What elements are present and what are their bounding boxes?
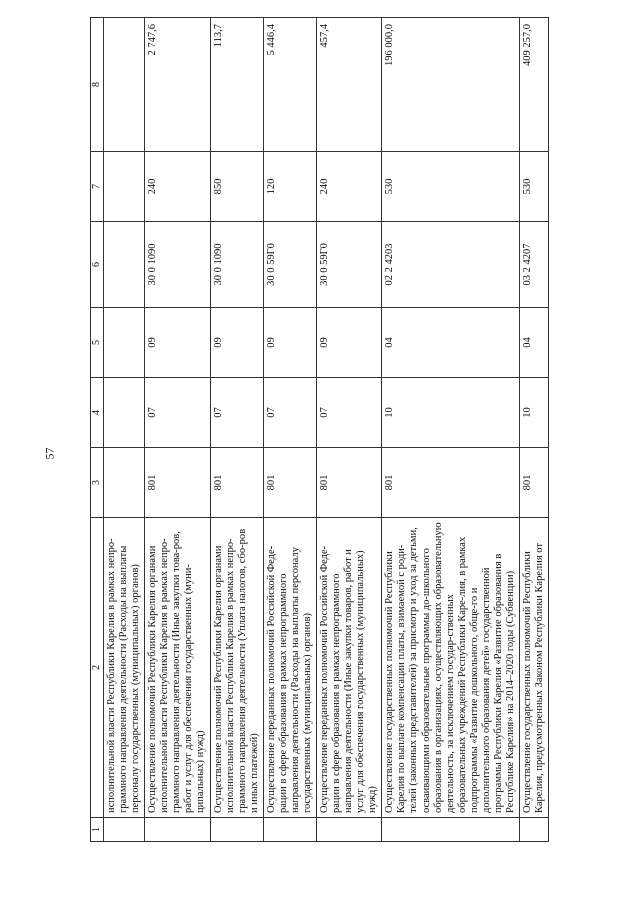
row-admin-code: 801 — [210, 448, 263, 518]
row-section: 07 — [263, 378, 316, 448]
row-amount: 196 000,0 — [382, 18, 520, 152]
row-expense-type: 240 — [145, 152, 210, 222]
row-target-article: 03 2 4207 — [520, 222, 549, 308]
row-target-article: 02 2 4203 — [382, 222, 520, 308]
row-admin-code: 801 — [317, 448, 382, 518]
table-row — [520, 18, 549, 842]
header-col-3: 3 — [91, 448, 104, 518]
row-subsection — [104, 308, 145, 378]
table-row — [317, 18, 382, 842]
budget-table-container — [90, 18, 610, 842]
row-name: Осуществление государственных полномочий Республики Карелия, предусмотренных Законом Республики Карелия от — [520, 518, 549, 818]
row-expense-type: 530 — [382, 152, 520, 222]
row-section: 10 — [520, 378, 549, 448]
row-name: исполнительной власти Республики Карелия в рамках непро-граммного направления деятельности (Расходы на выплаты персоналу государственных (муниципальных) органов) — [104, 518, 145, 818]
table-row — [382, 18, 520, 842]
row-admin-code: 801 — [145, 448, 210, 518]
row-section: 07 — [317, 378, 382, 448]
header-col-8: 8 — [91, 18, 104, 152]
row-expense-type: 530 — [520, 152, 549, 222]
row-amount: 113,7 — [210, 18, 263, 152]
row-section: 07 — [210, 378, 263, 448]
page-number: 57 — [42, 447, 57, 460]
row-subsection: 09 — [263, 308, 316, 378]
header-col-7: 7 — [91, 152, 104, 222]
row-amount: 5 446,4 — [263, 18, 316, 152]
row-target-article: 30 0 1090 — [210, 222, 263, 308]
row-number — [104, 818, 145, 842]
row-amount: 457,4 — [317, 18, 382, 152]
row-expense-type: 850 — [210, 152, 263, 222]
row-name: Осуществление переданных полномочий Российской Феде-рации в сфере образования в рамках непрограммного направления деятельности (Иные закупки товаров, работ и услуг для обеспечения государственных (муниципальных) нужд) — [317, 518, 382, 818]
row-number — [145, 818, 210, 842]
header-col-2: 2 — [91, 518, 104, 818]
row-number — [520, 818, 549, 842]
row-subsection: 04 — [520, 308, 549, 378]
table-row — [145, 18, 210, 842]
row-name: Осуществление государственных полномочий Республики Карелия по выплате компенсации платы, взимаемой с роди-телей (законных представителей) за присмотр и уход за детьми, осваивающими образовательные программы до-школьного образования в организациях, осуществляющих образовательную деятельность, за исключением государ-ственных образовательных учреждений Республики Каре-лия, в рамках подпрограммы «Развитие дошкольного, обще-го и дополнительного образования детей» государственной программы Республики Карелия «Развитие образования в Республике Карелия» на 2014–2020 годы (Субвенции) — [382, 518, 520, 818]
header-col-4: 4 — [91, 378, 104, 448]
row-target-article: 30 0 59Г0 — [263, 222, 316, 308]
header-col-5: 5 — [91, 308, 104, 378]
row-amount: 2 747,6 — [145, 18, 210, 152]
row-target-article: 30 0 1090 — [145, 222, 210, 308]
row-target-article: 30 0 59Г0 — [317, 222, 382, 308]
row-number — [317, 818, 382, 842]
row-expense-type: 120 — [263, 152, 316, 222]
header-col-6: 6 — [91, 222, 104, 308]
row-target-article — [104, 222, 145, 308]
table-row — [263, 18, 316, 842]
row-section — [104, 378, 145, 448]
header-row — [91, 18, 104, 842]
row-section: 10 — [382, 378, 520, 448]
row-admin-code: 801 — [520, 448, 549, 518]
table-body — [104, 18, 549, 842]
row-number — [382, 818, 520, 842]
row-name: Осуществление переданных полномочий Российской Феде-рации в сфере образования в рамках непрограммного направления деятельности (Расходы на выплаты персоналу государственных (муниципальных) органов) — [263, 518, 316, 818]
row-subsection: 09 — [145, 308, 210, 378]
row-expense-type — [104, 152, 145, 222]
row-number — [263, 818, 316, 842]
row-admin-code — [104, 448, 145, 518]
row-subsection: 04 — [382, 308, 520, 378]
row-name: Осуществление полномочий Республики Карелия органами исполнительной власти Республики Карелия в рамках непро-граммного направления деятельности (Иные закупки това-ров, работ и услуг для обеспечения государственных (муни-ципальных) нужд) — [145, 518, 210, 818]
row-name: Осуществление полномочий Республики Карелия органами исполнительной власти Республики Карелия в рамках непро-граммного направления деятельности (Уплата налогов, сбо-ров и иных платежей) — [210, 518, 263, 818]
row-section: 07 — [145, 378, 210, 448]
table-row — [104, 18, 145, 842]
row-expense-type: 240 — [317, 152, 382, 222]
rotated-sheet — [90, 18, 610, 842]
table-row — [210, 18, 263, 842]
row-amount — [104, 18, 145, 152]
row-number — [210, 818, 263, 842]
row-admin-code: 801 — [382, 448, 520, 518]
row-subsection: 09 — [317, 308, 382, 378]
row-amount: 409 257,0 — [520, 18, 549, 152]
row-subsection: 09 — [210, 308, 263, 378]
row-admin-code: 801 — [263, 448, 316, 518]
budget-table — [90, 17, 549, 842]
header-col-1: 1 — [91, 818, 104, 842]
